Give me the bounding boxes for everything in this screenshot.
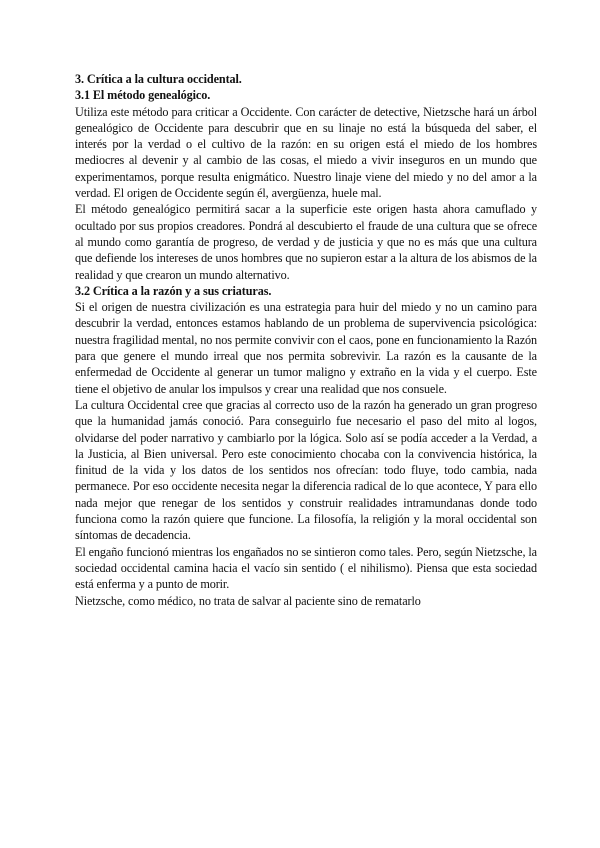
section-heading-critique-of-reason: 3.2 Crítica a la razón y a sus criaturas. bbox=[75, 283, 272, 298]
main-heading: 3. Crítica a la cultura occidental. bbox=[75, 72, 242, 86]
paragraph: Si el origen de nuestra civilización es una estrategia para huir del miedo y no un camino para descubrir la verdad, entonces estamos hablando de un problema de supervivencia psicológica: nuestra fragilidad mental, no nos permite convivir con el caos, pone en funcionamiento la Razón para que genere el mundo irreal que nos permita sobrevivir. La razón es la causante de la enfermedad de Occidente al generar un tumor maligno y extraño en la vida y el cuerpo. Este tiene el objetivo de anular los impulsos y crear una realidad que nos consuele. bbox=[75, 300, 537, 396]
paragraph: Utiliza este método para criticar a Occidente. Con carácter de detective, Nietzsche hará un árbol genealógico de Occidente para descubrir que en su linaje no está la búsqueda del saber, el interés por la verdad o el cultivo de la razón: en su origen está el miedo de los hombres mediocres al devenir y al cambio de las cosas, el miedo a vivir inseguros en un mundo que experimentamos, porque resulta enigmático. Nuestro linaje viene del miedo y no del amor a la verdad. El origen de Occidente según él, avergüenza, huele mal. bbox=[75, 104, 537, 201]
paragraph: La cultura Occidental cree que gracias al correcto uso de la razón ha generado un gran progreso que la humanidad jamás conoció. Para conseguirlo fue necesario el paso del mito al logos, olvidarse del poder narrativo y cambiarlo por la lógica. Solo así se podía acceder a la Verdad, a la Justicia, al Bien universal. Pero este conocimiento chocaba con la convivencia histórica, la finitud de la vida y los datos de los sentidos nos ofrecían: todo fluye, todo cambia, nada permanece. Por eso occidente necesita negar la diferencia radical de lo que acontece, Y para ello nada mejor que renegar de los sentidos y construir realidades intramundanas donde todo funciona como la razón quiere que funcione. La filosofía, la religión y la moral occidental son síntomas de decadencia. bbox=[75, 397, 537, 543]
paragraph: El método genealógico permitirá sacar a la superficie este origen hasta ahora camuflado y ocultado por sus propios creadores. Pondrá al descubierto el fraude de una cultura que se ofrece al mundo como garantía de progreso, de verdad y de justicia y que no es más que una cultura que defiende los intereses de unos hombres que no supieron estar a la altura de los abismos de la realidad y que crearon un mundo alternativo. bbox=[75, 202, 537, 282]
section-heading-genealogical-method: 3.1 El método genealógico. bbox=[75, 88, 211, 103]
paragraph: Nietzsche, como médico, no trata de salvar al paciente sino de rematarlo bbox=[75, 593, 421, 608]
paragraph: El engaño funcionó mientras los engañados no se sintieron como tales. Pero, según Nietzsche, la sociedad occidental camina hacia el vacío sin sentido ( el nihilismo). Piensa que esta sociedad está enferma y a punto de morir. bbox=[75, 544, 537, 592]
document-body bbox=[75, 71, 537, 609]
